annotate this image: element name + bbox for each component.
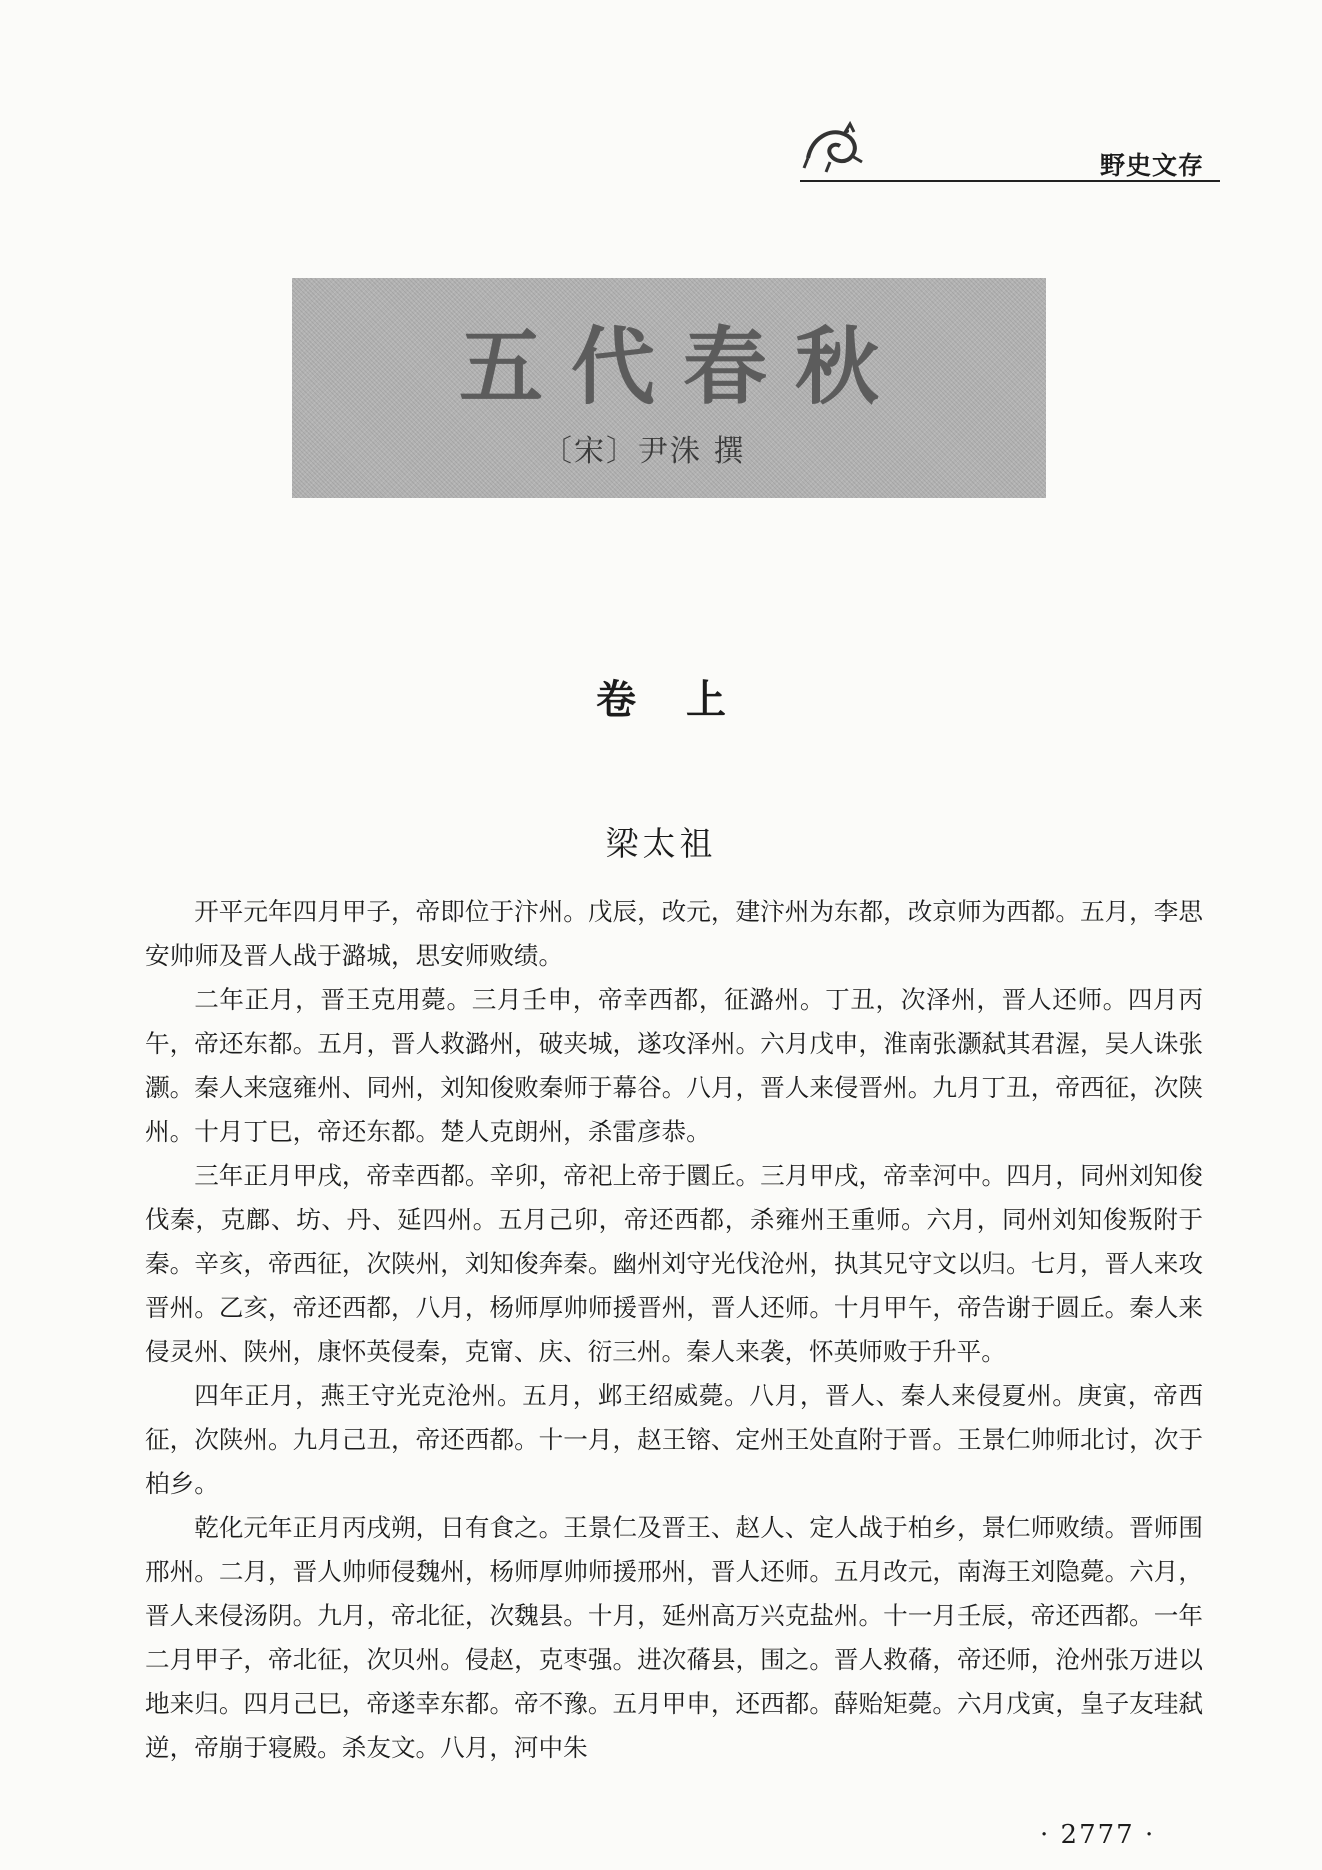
body-text — [145, 890, 1203, 1770]
author-line: 〔宋〕尹洙 撰 — [542, 434, 746, 469]
volume-title: 卷 上 — [596, 677, 744, 723]
page-number: · 2777 · — [1040, 1820, 1156, 1850]
paragraph: 二年正月，晋王克用薨。三月壬申，帝幸西都，征潞州。丁丑，次泽州，晋人还师。四月丙午，帝还东都。五月，晋人救潞州，破夹城，遂攻泽州。六月戊申，淮南张灏弑其君渥，吴人诛张灏。秦人来寇雍州、同州，刘知俊败秦师于幕谷。八月，晋人来侵晋州。九月丁丑，帝西征，次陕州。十月丁巳，帝还东都。楚人克朗州，杀雷彦恭。 — [145, 985, 1203, 1146]
paragraph: 开平元年四月甲子，帝即位于汴州。戊辰，改元，建汴州为东都，改京师为西都。五月，李思安帅师及晋人战于潞城，思安师败绩。 — [145, 897, 1203, 970]
series-title: 野史文存 — [1100, 151, 1205, 180]
paragraph: 四年正月，燕王守光克沧州。五月，邺王绍威薨。八月，晋人、秦人来侵夏州。庚寅，帝西征，次陕州。九月己丑，帝还西都。十一月，赵王镕、定州王处直附于晋。王景仁帅师北讨，次于柏乡。 — [145, 1381, 1203, 1498]
title-banner — [292, 278, 1046, 498]
dragon-icon — [800, 118, 870, 178]
paragraph: 三年正月甲戌，帝幸西都。辛卯，帝祀上帝于圜丘。三月甲戌，帝幸河中。四月，同州刘知俊伐秦，克鄜、坊、丹、延四州。五月己卯，帝还西都，杀雍州王重师。六月，同州刘知俊叛附于秦。辛亥，帝西征，次陕州，刘知俊奔秦。幽州刘守光伐沧州，执其兄守文以归。七月，晋人来攻晋州。乙亥，帝还西都，八月，杨师厚帅师援晋州，晋人还师。十月甲午，帝告谢于圆丘。秦人来侵灵州、陕州，康怀英侵秦，克甯、庆、衍三州。秦人来袭，怀英师败于升平。 — [145, 1161, 1203, 1366]
paragraph: 乾化元年正月丙戌朔，日有食之。王景仁及晋王、赵人、定人战于柏乡，景仁师败绩。晋师围邢州。二月，晋人帅师侵魏州，杨师厚帅师援邢州，晋人还师。五月改元，南海王刘隐薨。六月，晋人来侵汤阴。九月，帝北征，次魏县。十月，延州高万兴克盐州。十一月壬辰，帝还西都。一年二月甲子，帝北征，次贝州。侵赵，克枣强。进次蓨县，围之。晋人救蓨，帝还师，沧州张万进以地来归。四月己巳，帝遂幸东都。帝不豫。五月甲申，还西都。薛贻矩薨。六月戊寅，皇子友珪弑逆，帝崩于寝殿。杀友文。八月，河中朱 — [145, 1513, 1203, 1762]
section-title: 梁太祖 — [605, 824, 717, 863]
book-title: 五代春秋 — [458, 317, 907, 416]
